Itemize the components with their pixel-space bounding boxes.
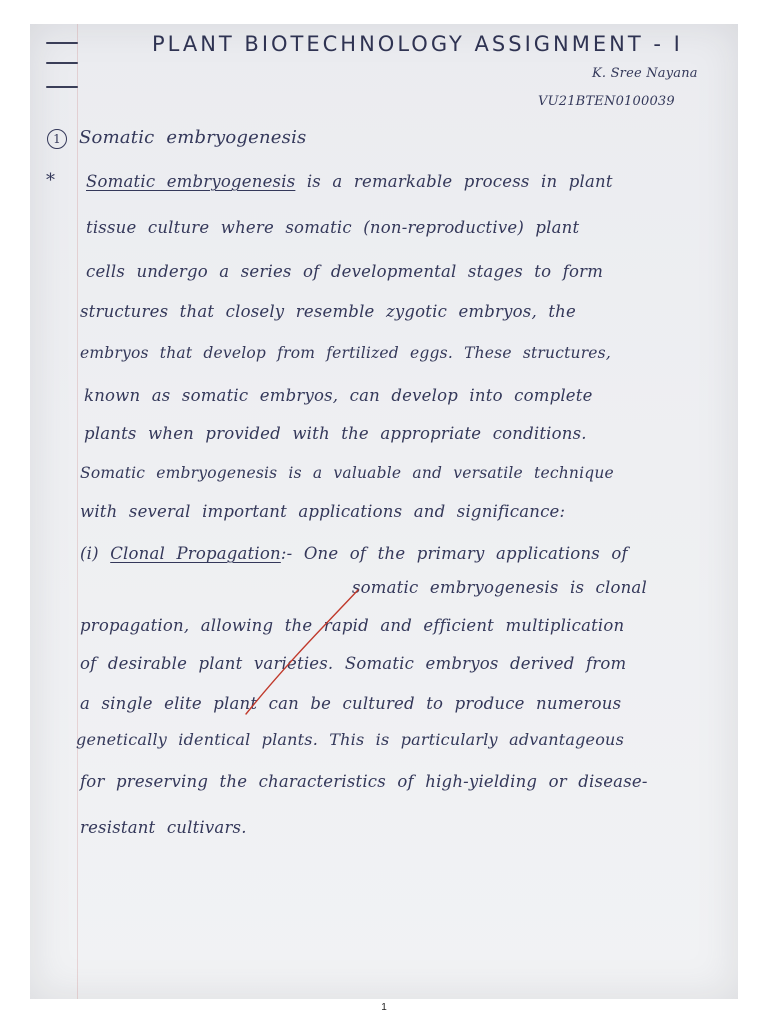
point-label: (i) (80, 544, 99, 563)
key-term: Somatic embryogenesis (86, 172, 296, 191)
point-line: somatic embryogenesis is clonal (352, 578, 647, 597)
roll-number: VU21BTEN0100039 (538, 94, 675, 109)
margin-dash (46, 42, 78, 44)
point-heading-row (80, 544, 628, 563)
paragraph-line: known as somatic embryos, can develop into complete (84, 386, 593, 405)
paragraph-line: Somatic embryogenesis is a valuable and versatile technique (80, 464, 614, 482)
page-number: 1 (381, 1002, 387, 1013)
point-line: propagation, allowing the rapid and efficient multiplication (80, 616, 625, 635)
point-line: of desirable plant varieties. Somatic embryos derived from (80, 654, 627, 673)
point-line: resistant cultivars. (80, 818, 247, 837)
paragraph-line: embryos that develop from fertilized eggs. These structures, (80, 344, 611, 362)
line-text: is a remarkable process in plant (306, 172, 613, 191)
section-heading: Somatic embryogenesis (79, 127, 307, 148)
margin-dash (46, 62, 78, 64)
point-heading-suffix: :- One of the primary applications of (280, 544, 628, 563)
point-line: for preserving the characteristics of high-yielding or disease- (80, 772, 648, 791)
point-heading: Clonal Propagation (110, 544, 281, 563)
paragraph-line: plants when provided with the appropriate conditions. (84, 424, 587, 443)
paragraph-line: cells undergo a series of developmental stages to form (86, 262, 604, 281)
point-line: genetically identical plants. This is particularly advantageous (76, 730, 624, 749)
margin-dash (46, 86, 78, 88)
paragraph-line: with several important applications and significance: (80, 502, 566, 521)
assignment-title: PLANT BIOTECHNOLOGY ASSIGNMENT - I (152, 32, 683, 56)
paragraph-line: structures that closely resemble zygotic embryos, the (80, 302, 576, 321)
section-heading-row (47, 127, 306, 149)
paragraph-line: tissue culture where somatic (non-reproductive) plant (86, 218, 580, 237)
bullet-mark: * (46, 170, 56, 191)
section-number: 1 (47, 129, 67, 149)
point-line: a single elite plant can be cultured to produce numerous (80, 694, 622, 713)
margin-rule (77, 24, 78, 999)
paragraph-line-1 (86, 172, 613, 191)
author-name: K. Sree Nayana (592, 66, 698, 81)
